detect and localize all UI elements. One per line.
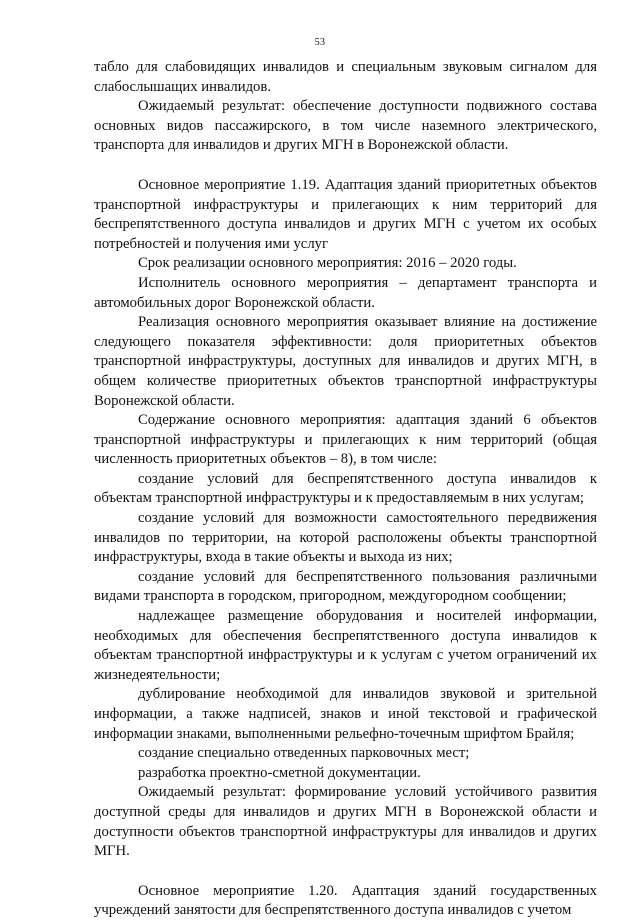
paragraph-measure-1-20-title: Основное мероприятие 1.20. Адаптация зданий государственных учреждений занятости для беспрепятственного доступа инвалидов с учетом bbox=[94, 882, 597, 919]
list-item: создание специально отведенных парковочных мест; bbox=[138, 745, 470, 762]
list-item: создание условий для беспрепятственного доступа инвалидов к объектам транспортной инфраструктуры и к предоставляемым в них услугам; bbox=[94, 470, 597, 507]
body-text bbox=[94, 58, 597, 921]
paragraph-expected-result-2: Ожидаемый результат: формирование условий устойчивого развития доступной среды для инвалидов и других МГН в Воронежской области и доступности объектов транспортной инфраструктуры для инвалидов и других МГН. bbox=[94, 784, 597, 860]
list-item: создание условий для возможности самостоятельного передвижения инвалидов по территории, на которой расположены объекты транспортной инфраструктуры, входа в такие объекты и выхода из них; bbox=[94, 510, 597, 566]
paragraph-expected-result-1: Ожидаемый результат: обеспечение доступности подвижного состава основных видов пассажирского, в том числе наземного электрического, транспорта для инвалидов и других МГН в Воронежской области. bbox=[94, 98, 597, 154]
paragraph-implementation: Реализация основного мероприятия оказывает влияние на достижение следующего показателя эффективности: доля приоритетных объектов транспортной инфраструктуры, доступных для инвалидов и других МГН, в общем количестве приоритетных объектов транспортной инфраструктуры Воронежской области. bbox=[94, 314, 597, 409]
paragraph-content: Содержание основного мероприятия: адаптация зданий 6 объектов транспортной инфраструктуры и прилегающих к ним территорий (общая численность приоритетных объектов – 8), в том числе: bbox=[94, 412, 597, 468]
paragraph-term: Срок реализации основного мероприятия: 2016 – 2020 годы. bbox=[138, 255, 517, 272]
paragraph-executor: Исполнитель основного мероприятия – департамент транспорта и автомобильных дорог Воронежской области. bbox=[94, 274, 597, 311]
list-item: создание условий для беспрепятственного пользования различными видами транспорта в городском, пригородном, междугородном сообщении; bbox=[94, 568, 597, 605]
paragraph-continuation: табло для слабовидящих инвалидов и специальным звуковым сигналом для слабослышащих инвалидов. bbox=[94, 59, 597, 95]
page-number: 53 bbox=[314, 37, 326, 48]
list-item: дублирование необходимой для инвалидов звуковой и зрительной информации, а также надписей, знаков и иной текстовой и графической информации знаками, выполненными рельефно-точечным шрифтом Брайля; bbox=[94, 686, 597, 742]
list-item: разработка проектно-сметной документации. bbox=[138, 764, 421, 781]
paragraph-measure-1-19-title: Основное мероприятие 1.19. Адаптация зданий приоритетных объектов транспортной инфраструктуры и прилегающих к ним территорий для беспрепятственного доступа инвалидов и других МГН с учетом их особых потребностей и получения ими услуг bbox=[94, 176, 597, 252]
list-item: надлежащее размещение оборудования и носителей информации, необходимых для обеспечения беспрепятственного доступа инвалидов к объектам транспортной инфраструктуры и к услугам с учетом ограничений их жизнедеятельности; bbox=[94, 608, 597, 683]
